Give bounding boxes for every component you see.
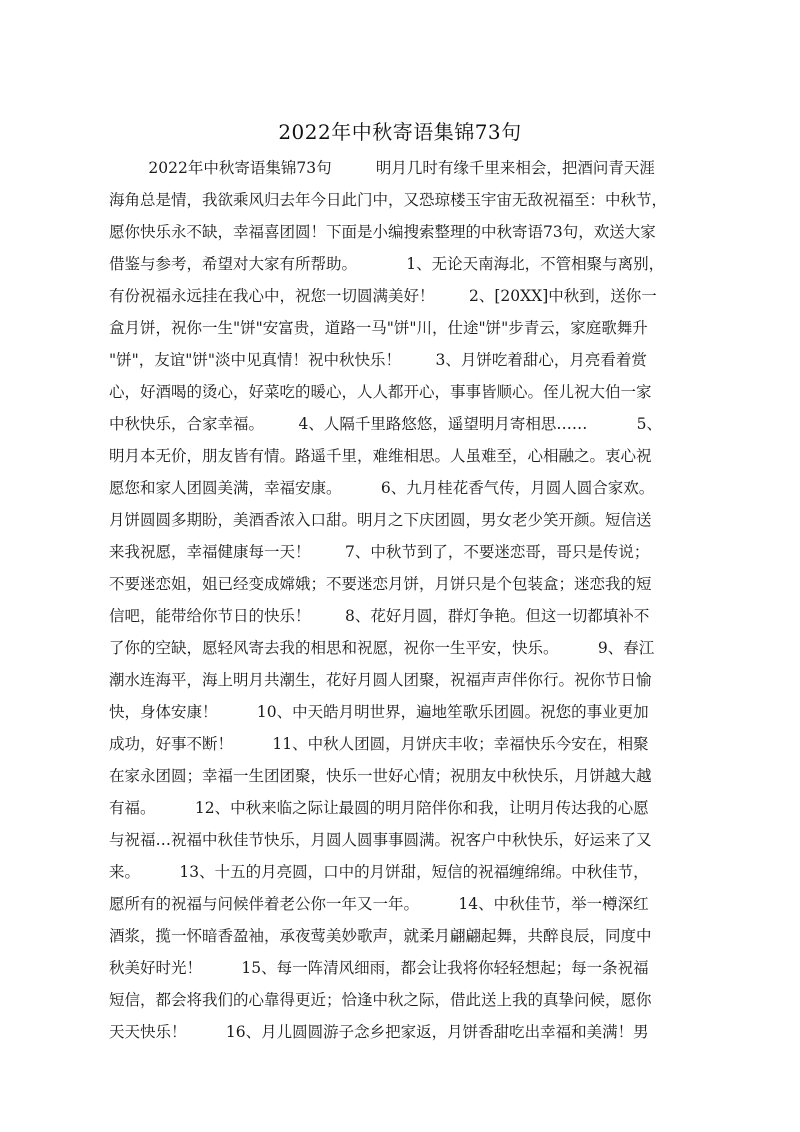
body-line: 快，身体安康！ 10、中天皓月明世界，遍地笙歌乐团圆。祝您的事业更加 [109, 703, 649, 721]
body-line: 明月本无价，朋友皆有情。路遥千里，难维相思。人虽难至，心相融之。衷心祝 [109, 447, 652, 465]
body-line: 海角总是情，我欲乘风归去年今日此门中，又恐琼楼玉宇宙无敌祝福至：中秋节， [109, 191, 668, 209]
body-line: 中秋快乐，合家幸福。 4、人隔千里路悠悠，遥望明月寄相思…… 5、 [109, 415, 662, 433]
body-line: 在家永团圆；幸福一生团团聚，快乐一世好心情；祝朋友中秋快乐，月饼越大越 [109, 767, 652, 785]
body-line: 2022年中秋寄语集锦73句 明月几时有缘千里来相会，把酒问青天涯 [109, 159, 655, 177]
body-line: 潮水连海平，海上明月共潮生，花好月圆人团聚，祝福声声伴你行。祝你节日愉 [109, 671, 652, 689]
body-line: 愿所有的祝福与问候伴着老公你一年又一年。 14、中秋佳节，举一樽深红 [109, 895, 649, 913]
body-line: 酒浆，揽一怀暗香盈袖，承夜莺美妙歌声，就柔月翩翩起舞，共醉良辰，同度中 [109, 927, 652, 945]
body-line: 成功，好事不断！ 11、中秋人团圆，月饼庆丰收；幸福快乐今安在，相聚 [109, 735, 649, 753]
document-title: 2022年中秋寄语集锦73句 [278, 120, 522, 144]
body-line: 盒月饼，祝你一生"饼"安富贵，道路一马"饼"川，仕途"饼"步青云，家庭歌舞升 [109, 319, 648, 337]
body-line: 借鉴与参考，希望对大家有所帮助。 1、无论天南海北，不管相聚与离别， [109, 255, 665, 273]
body-line: 短信，都会将我们的心靠得更近；恰逢中秋之际，借此送上我的真挚问候，愿你 [109, 991, 652, 1009]
document-body [109, 152, 691, 1048]
body-line: 有福。 12、中秋来临之际让最圆的明月陪伴你和我，让明月传达我的心愿 [109, 799, 649, 817]
body-line: 来我祝愿，幸福健康每一天！ 7、中秋节到了，不要迷恋哥，哥只是传说； [109, 543, 650, 561]
body-line: 有份祝福永远挂在我心中，祝您一切圆满美好！ 2、[20XX]中秋到，送你一 [109, 287, 657, 305]
body-line: 秋美好时光！ 15、每一阵清风细雨，都会让我将你轻轻想起；每一条祝福 [109, 959, 649, 977]
body-line: "饼"，友谊"饼"淡中见真情！祝中秋快乐！ 3、月饼吃着甜心，月亮看着赏 [109, 351, 647, 369]
body-line: 与祝福…祝福中秋佳节快乐，月圆人圆事事圆满。祝客户中秋快乐，好运来了又 [109, 831, 652, 849]
body-line: 愿你快乐永不缺，幸福喜团圆！下面是小编搜索整理的中秋寄语73句，欢送大家 [109, 223, 656, 241]
body-line: 信吧，能带给你节日的快乐！ 8、花好月圆，群灯争艳。但这一切都填补不 [109, 607, 650, 625]
body-line: 月饼圆圆多期盼，美酒香浓入口甜。明月之下庆团圆，男女老少笑开颜。短信送 [109, 511, 652, 529]
body-line: 愿您和家人团圆美满，幸福安康。 6、九月桂花香气传，月圆人圆合家欢。 [109, 479, 655, 497]
body-line: 不要迷恋姐，姐已经变成嫦娥；不要迷恋月饼，月饼只是个包装盒；迷恋我的短 [109, 575, 652, 593]
body-line: 来。 13、十五的月亮圆，口中的月饼甜，短信的祝福缠绵绵。中秋佳节， [109, 863, 649, 881]
body-line: 了你的空缺，愿轻风寄去我的相思和祝愿，祝你一生平安，快乐。 9、春江 [109, 639, 655, 657]
body-line: 天天快乐！ 16、月儿圆圆游子念乡把家返，月饼香甜吃出幸福和美满！男 [109, 1023, 649, 1041]
body-line: 心，好酒喝的烫心，好菜吃的暖心，人人都开心，事事皆顺心。侄儿祝大伯一家 [109, 383, 652, 401]
